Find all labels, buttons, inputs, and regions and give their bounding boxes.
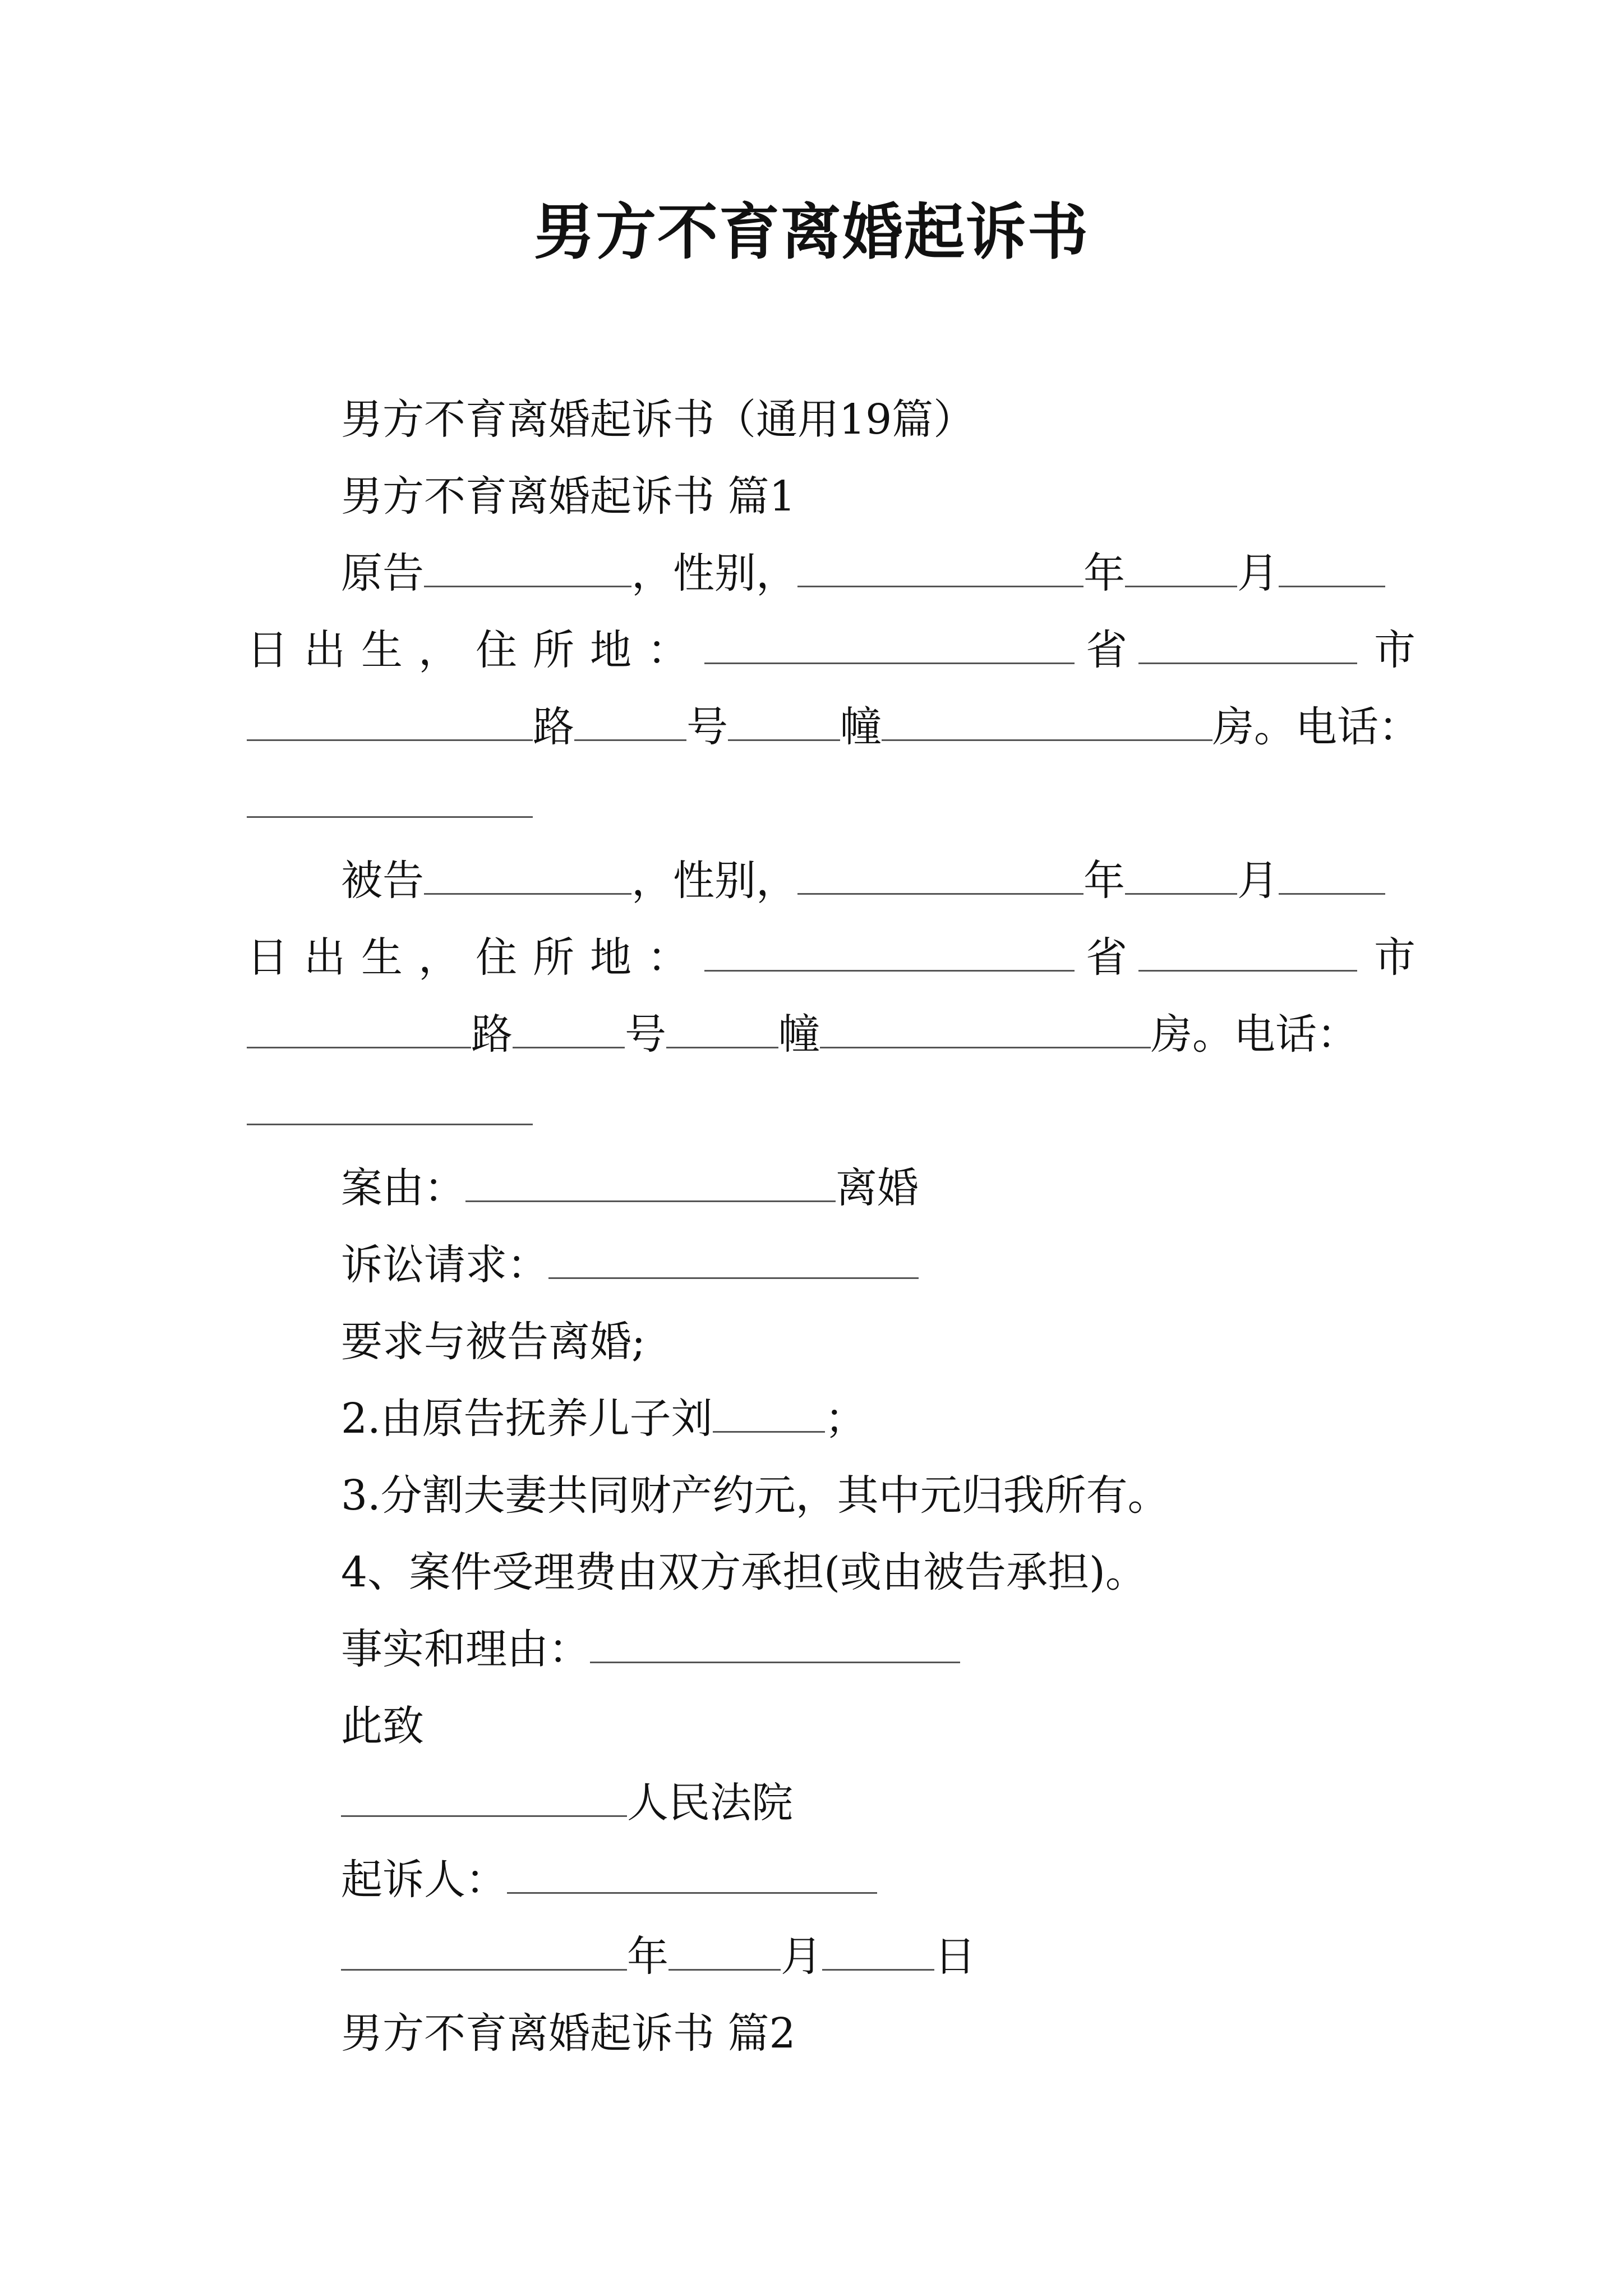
plaintiff-phone-blank[interactable] — [247, 783, 533, 818]
plaintiff-line-3 — [247, 689, 1420, 766]
cause-line — [247, 1150, 1391, 1227]
defendant-year-blank[interactable] — [1125, 859, 1237, 895]
province-label: 省 — [1086, 933, 1127, 982]
defendant-line-1 — [247, 843, 1391, 919]
cause-blank[interactable] — [465, 1167, 836, 1202]
number-label: 号 — [625, 1010, 666, 1059]
date-day-blank[interactable] — [822, 1935, 934, 1971]
number-label: 号 — [686, 703, 728, 751]
month-label: 月 — [1237, 549, 1279, 597]
city-label: 市 — [1374, 933, 1415, 982]
court-blank[interactable] — [341, 1782, 627, 1817]
defendant-city-blank[interactable] — [247, 1013, 471, 1048]
facts-line — [247, 1611, 1391, 1688]
claims-blank[interactable] — [548, 1244, 919, 1279]
date-day-label: 日 — [934, 1932, 976, 1981]
room-phone-label: 房。电话： — [1212, 703, 1420, 751]
date-line — [247, 1918, 1391, 1995]
birth-address-label: 日出生，住所地： — [247, 626, 704, 674]
signer-label: 起诉人： — [341, 1856, 507, 1904]
date-year-blank[interactable] — [341, 1935, 627, 1971]
plaintiff-label: 原告 — [341, 549, 424, 597]
date-month-label: 月 — [781, 1932, 822, 1981]
claim-2-text: 2.由原告抚养儿子刘 — [341, 1395, 713, 1443]
date-month-blank[interactable] — [668, 1935, 781, 1971]
plaintiff-province-blank[interactable] — [1138, 629, 1357, 664]
defendant-road-blank[interactable] — [513, 1013, 625, 1048]
claim-2-tail: ； — [824, 1395, 866, 1443]
facts-blank[interactable] — [590, 1628, 960, 1663]
plaintiff-number-blank[interactable] — [728, 706, 840, 741]
cause-tail: 离婚 — [836, 1164, 919, 1212]
defendant-province-blank[interactable] — [1138, 936, 1357, 972]
subtitle: 男方不育离婚起诉书（通用19篇） — [341, 395, 975, 444]
claim-3: 3.分割夫妻共同财产约元，其中元归我所有。 — [341, 1471, 1169, 1520]
claim-2 — [247, 1381, 1391, 1457]
gender-label: ，性别， — [631, 549, 797, 597]
claim-1: 要求与被告离婚; — [341, 1318, 645, 1366]
defendant-line-4 — [247, 1073, 1391, 1150]
gender-label: ，性别， — [631, 857, 797, 905]
signer-blank[interactable] — [507, 1858, 877, 1894]
plaintiff-year-blank[interactable] — [1125, 552, 1237, 587]
plaintiff-line-2 — [247, 612, 1415, 689]
court-line — [247, 1765, 1391, 1842]
defendant-month-blank[interactable] — [1279, 859, 1385, 895]
road-label: 路 — [533, 703, 574, 751]
part2-heading: 男方不育离婚起诉书 篇2 — [341, 2009, 796, 2058]
defendant-number-blank[interactable] — [666, 1013, 778, 1048]
date-year-label: 年 — [627, 1932, 668, 1981]
signer-line — [247, 1842, 1391, 1918]
defendant-phone-blank[interactable] — [247, 1090, 533, 1125]
road-label: 路 — [471, 1010, 513, 1059]
claim-4: 4、案件受理费由双方承担(或由被告承担)。 — [341, 1548, 1147, 1596]
court-label: 人民法院 — [627, 1779, 793, 1827]
birth-address-label: 日出生，住所地： — [247, 933, 704, 982]
document-title: 男方不育离婚起诉书 — [533, 197, 1089, 268]
plaintiff-name-blank[interactable] — [424, 552, 631, 587]
son-name-blank[interactable] — [713, 1397, 825, 1433]
facts-label: 事实和理由： — [341, 1625, 590, 1673]
defendant-name-blank[interactable] — [424, 859, 631, 895]
plaintiff-month-blank[interactable] — [1279, 552, 1385, 587]
year-label: 年 — [1083, 549, 1125, 597]
building-label: 幢 — [840, 703, 882, 751]
document-body — [247, 381, 1420, 2072]
defendant-label: 被告 — [341, 857, 424, 905]
plaintiff-road-blank[interactable] — [574, 706, 686, 741]
city-label: 市 — [1374, 626, 1415, 674]
plaintiff-building-blank[interactable] — [882, 706, 1212, 741]
defendant-gender-blank[interactable] — [797, 859, 1083, 895]
plaintiff-gender-blank[interactable] — [797, 552, 1083, 587]
province-label: 省 — [1086, 626, 1127, 674]
plaintiff-address-blank[interactable] — [704, 629, 1075, 664]
plaintiff-line-4 — [247, 766, 1391, 843]
defendant-line-3 — [247, 996, 1391, 1073]
building-label: 幢 — [778, 1010, 820, 1059]
salutation: 此致 — [341, 1702, 424, 1750]
plaintiff-line-1 — [247, 535, 1391, 612]
defendant-address-blank[interactable] — [704, 936, 1075, 972]
month-label: 月 — [1237, 857, 1279, 905]
claims-line — [247, 1227, 1391, 1304]
year-label: 年 — [1083, 857, 1125, 905]
part1-heading: 男方不育离婚起诉书 篇1 — [341, 472, 796, 521]
cause-label: 案由： — [341, 1164, 465, 1212]
claims-label: 诉讼请求： — [341, 1241, 548, 1289]
defendant-line-2 — [247, 919, 1415, 996]
defendant-building-blank[interactable] — [820, 1013, 1151, 1048]
room-phone-label: 房。电话： — [1151, 1010, 1358, 1059]
plaintiff-city-blank[interactable] — [247, 706, 533, 741]
